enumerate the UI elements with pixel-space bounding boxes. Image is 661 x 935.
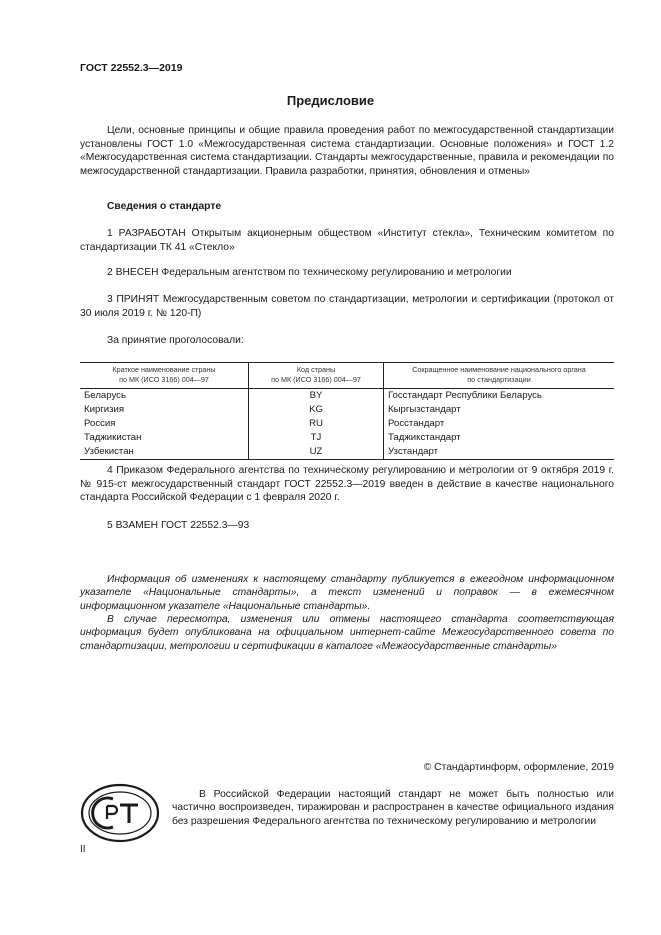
intro-paragraph: Цели, основные принципы и общие правила проведения работ по межгосударственной стандартизации установлены ГОСТ 1.0 «Межгосударственная система стандартизации. Основные положения» и ГОСТ 1.2 «Межгосударственная система стандартизации. Стандарты межгосударственные, правила и рекомендации по межгосударственной стандартизации. Правила разработки, принятия, обновления и отмены» <box>80 125 614 177</box>
copyright-line: © Стандартинформ, оформление, 2019 <box>423 762 614 773</box>
document-code: ГОСТ 22552.3—2019 <box>80 62 183 74</box>
info-paragraph-revision: В случае пересмотра, изменения или отмены настоящего стандарта соответствующая информация будет опубликована на официальном интернет-сайте Межгосударственного совета по стандартизации, метрологии и сертификации в каталоге «Межгосударственные стандарты» <box>80 614 614 652</box>
cell-code: TJ <box>249 431 384 445</box>
cell-body: Узстандарт <box>388 446 439 457</box>
cell-code: BY <box>249 389 384 404</box>
cell-country: Таджикистан <box>80 431 249 445</box>
page-number: II <box>80 844 86 855</box>
table-header-row <box>80 363 614 389</box>
cell-body: Кыргызстандарт <box>388 404 461 415</box>
table-row <box>80 403 614 417</box>
header-code: Код страны по МК (ИСО 3166) 004—97 <box>249 363 384 389</box>
table-row <box>80 417 614 431</box>
table-row <box>80 445 614 460</box>
cell-country: Киргизия <box>80 403 249 417</box>
item-1: 1 РАЗРАБОТАН Открытым акционерным обществом «Институт стекла», Техническим комитетом по стандартизации ТК 41 «Стекло» <box>80 228 614 253</box>
table-row <box>80 389 614 404</box>
cell-country: Россия <box>80 417 249 431</box>
section-title: Сведения о стандарте <box>107 201 222 212</box>
cell-country: Беларусь <box>80 389 249 404</box>
item-4: 4 Приказом Федерального агентства по техническому регулированию и метрологии от 9 октября 2019 г. № 915-ст межгосударственный стандарт ГОСТ 22552.3—2019 введен в действие в качестве национального стандарта Российской Федерации с 1 февраля 2020 г. <box>80 465 614 504</box>
cell-code: RU <box>249 417 384 431</box>
rst-certification-mark-icon <box>80 783 160 848</box>
voting-table <box>80 362 614 460</box>
cell-country: Узбекистан <box>80 445 249 460</box>
cell-body: Госстандарт Республики Беларусь <box>388 390 542 401</box>
item-5: 5 ВЗАМЕН ГОСТ 22552.3—93 <box>107 520 250 531</box>
cell-code: KG <box>249 403 384 417</box>
page-title: Предисловие <box>286 93 375 108</box>
header-body: Сокращенное наименование национального органа по стандартизации <box>384 363 615 389</box>
cell-body: Таджикстандарт <box>388 432 461 443</box>
table-row <box>80 431 614 445</box>
vote-intro: За принятие проголосовали: <box>107 335 244 346</box>
cell-body: Росстандарт <box>388 418 445 429</box>
reproduction-notice: В Российской Федерации настоящий стандарт не может быть полностью или частично воспроизведен, тиражирован и распространен в качестве официального издания без разрешения Федерального агентства по техническому регулированию и метрологии <box>172 789 614 827</box>
item-2: 2 ВНЕСЕН Федеральным агентством по техническому регулированию и метрологии <box>107 267 512 278</box>
item-3: 3 ПРИНЯТ Межгосударственным советом по стандартизации, метрологии и сертификации (протокол от 30 июля 2019 г. № 120-П) <box>80 294 614 319</box>
header-country: Краткое наименование страны по МК (ИСО 3166) 004—97 <box>80 363 249 389</box>
info-paragraph-changes: Информация об изменениях к настоящему стандарту публикуется в ежегодном информационном указателе «Национальные стандарты», а текст изменений и поправок — в ежемесячном информационном указателе «Национальные стандарты». <box>80 574 614 612</box>
cell-code: UZ <box>249 445 384 460</box>
